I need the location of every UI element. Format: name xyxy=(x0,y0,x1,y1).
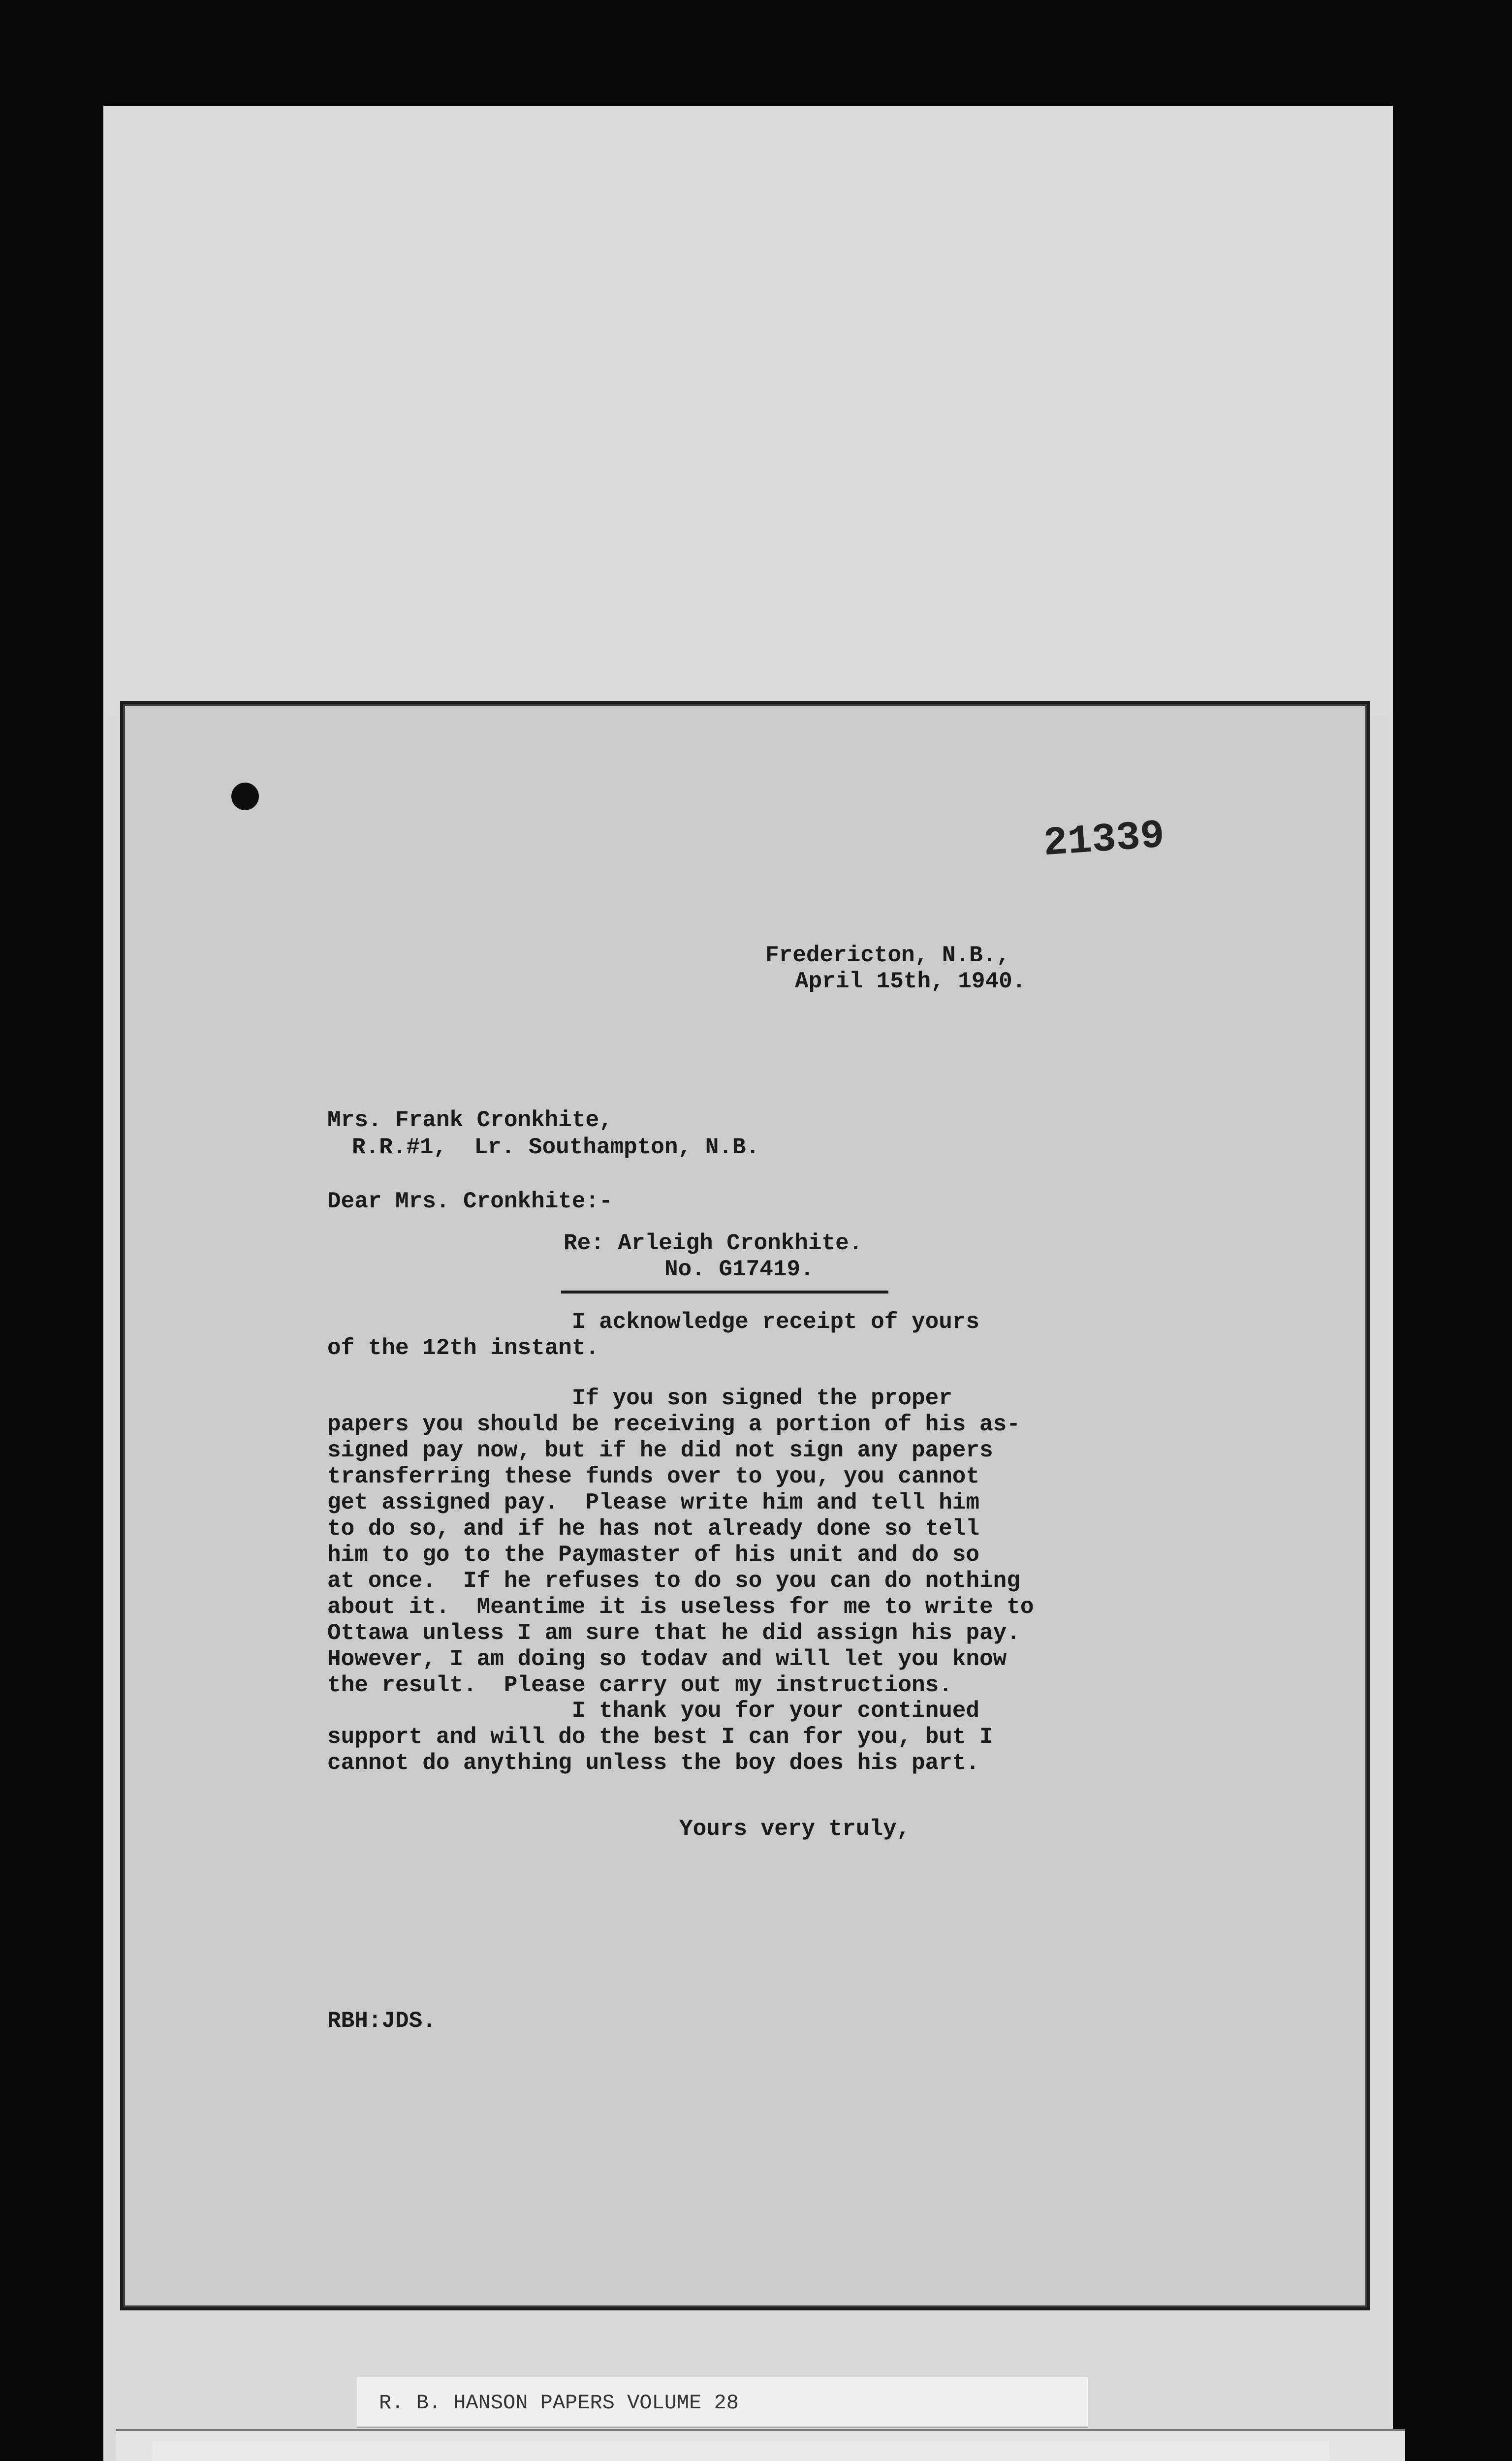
letter-date: April 15th, 1940. xyxy=(795,969,1026,994)
letter-place: Fredericton, N.B., xyxy=(765,943,1010,968)
closing: Yours very truly, xyxy=(679,1816,911,1842)
subject-underline xyxy=(561,1291,888,1294)
salutation: Dear Mrs. Cronkhite:- xyxy=(327,1189,613,1214)
recipient-name: Mrs. Frank Cronkhite, xyxy=(327,1107,613,1133)
paragraph-instructions: If you son signed the proper papers you should be receiving a portion of his as- signed pay now, but if he did not sign any papers transferring these funds over to you, you cannot get assigned pay. Please write him and tell him to do so, and if he has not already done so tell him to go to the Paymaster of his unit and do so at once. If he refuses to do so you can do nothing about it. Meantime it is useless for me to write to Ottawa unless I am sure that he did assign his pay. However, I am doing so todav and will let you know the result. Please carry out my instructions. xyxy=(327,1386,1034,1698)
volume-label-text: R. B. HANSON PAPERS VOLUME 28 xyxy=(379,2391,739,2415)
punch-hole xyxy=(231,783,259,810)
recipient-address: R.R.#1, Lr. Southampton, N.B. xyxy=(352,1135,760,1160)
document-number-stamp: 21339 xyxy=(1042,813,1166,867)
paragraph-thanks: I thank you for your continued support and will do the best I can for you, but I cannot do anything unless the boy does his part. xyxy=(327,1698,993,1776)
subject-line: Re: Arleigh Cronkhite. xyxy=(564,1230,863,1256)
paragraph-acknowledge: I acknowledge receipt of yours of the 12th instant. xyxy=(327,1309,980,1361)
reference-initials: RBH:JDS. xyxy=(327,2008,436,2034)
mount-card-upper xyxy=(103,106,1393,716)
archive-card-inner xyxy=(153,2441,1329,2461)
subject-number: No. G17419. xyxy=(664,1257,814,1282)
